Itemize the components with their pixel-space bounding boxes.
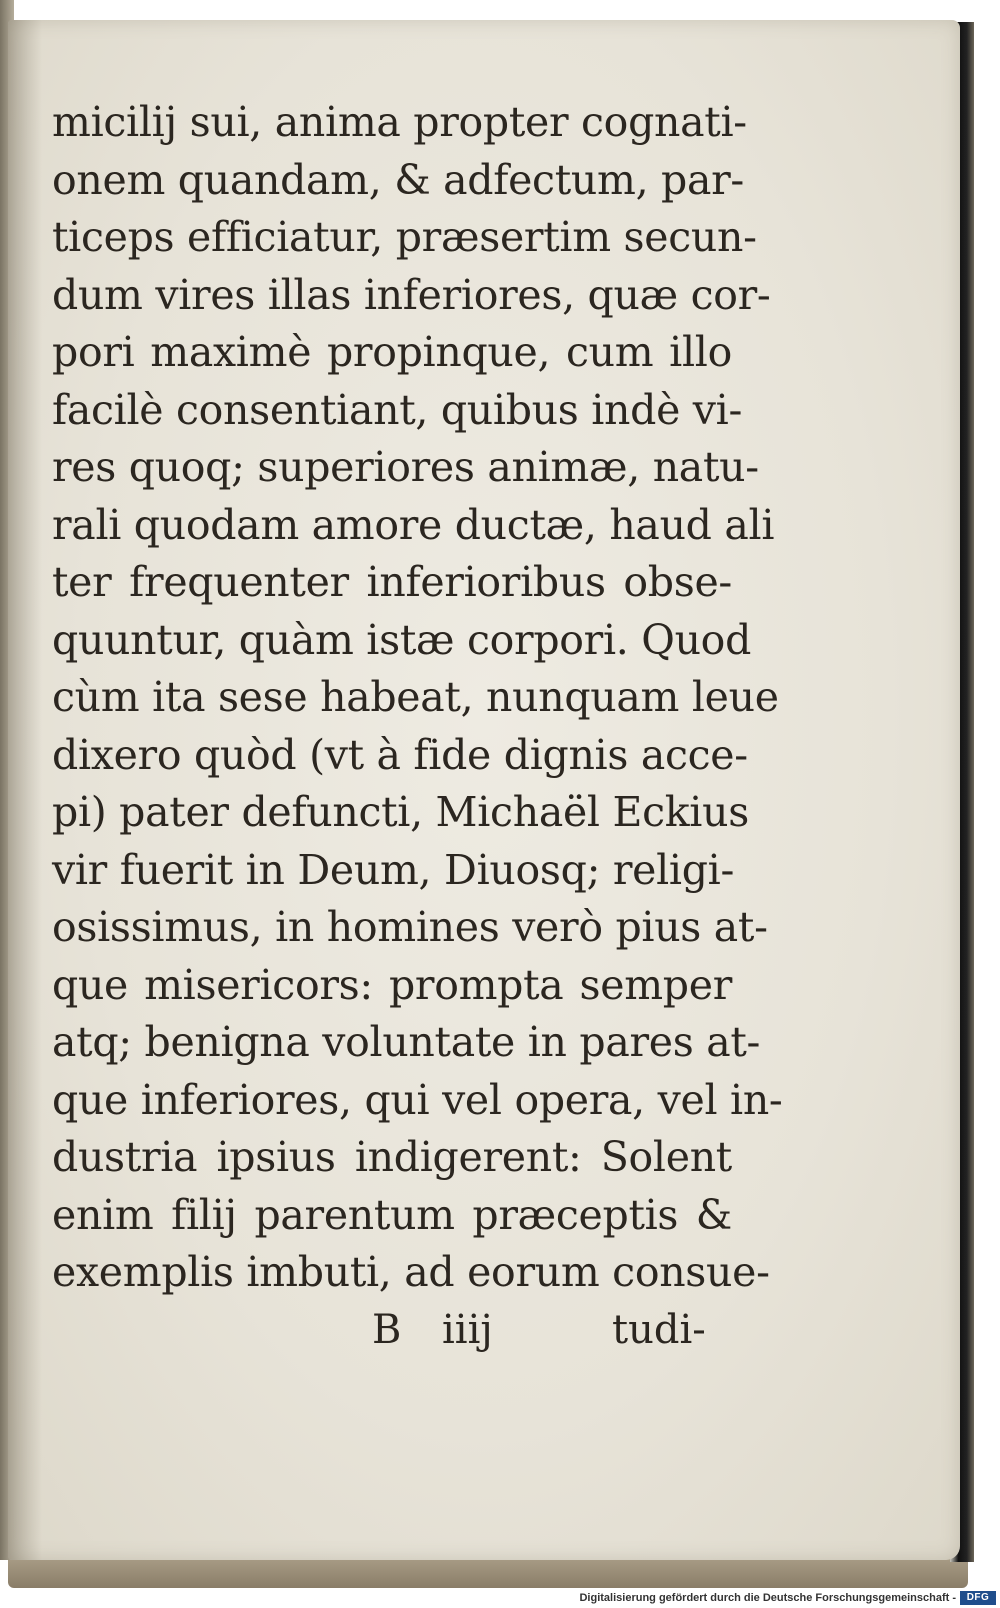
text-line: facilè consentiant, quibus indè vi- — [52, 385, 743, 434]
text-line: atq; benigna voluntate in pares at- — [52, 1018, 761, 1066]
credit-bar — [0, 1588, 1000, 1608]
text-line: ter frequenter inferioribus obse- — [52, 558, 732, 606]
text-line: onem quandam, & adfectum, par- — [52, 155, 744, 204]
body-text — [52, 94, 783, 1302]
text-line: micilij sui, anima propter cognati- — [52, 98, 747, 146]
dfg-logo: DFG — [960, 1591, 996, 1605]
text-line: enim filij parentum præceptis & — [52, 1190, 732, 1239]
text-line: pori maximè propinque, cum illo — [52, 328, 732, 376]
text-line: dixero quòd (vt à fide dignis acce- — [52, 730, 748, 779]
text-line: que misericors: prompta semper — [52, 960, 732, 1009]
text-line: quuntur, quàm istæ corpori. Quod — [52, 615, 752, 664]
text-line: vir fuerit in Deum, Diuosq; religi- — [52, 845, 735, 894]
credit-text: Digitalisierung gefördert durch die Deutsche Forschungsgemeinschaft - — [579, 1592, 956, 1604]
text-line: ticeps efficiatur, præsertim secun- — [52, 213, 757, 261]
text-line: dustria ipsius indigerent: Solent — [52, 1133, 732, 1181]
page-spine-shadow — [8, 20, 42, 1560]
text-line: que inferiores, qui vel opera, vel in- — [52, 1075, 783, 1124]
text-line: exemplis imbuti, ad eorum consue- — [52, 1248, 770, 1296]
folio-number: iiij — [442, 1307, 493, 1353]
catchword: tudi- — [612, 1307, 706, 1353]
text-line: osissimus, in homines verò pius at- — [52, 903, 768, 951]
text-line: res quoq; superiores animæ, natu- — [52, 443, 759, 491]
text-line: dum vires illas inferiores, quæ cor- — [52, 270, 771, 319]
text-line: cùm ita sese habeat, nunquam leue — [52, 673, 779, 721]
text-line: rali quodam amore ductæ, haud ali — [52, 500, 775, 549]
text-line: pi) pater defuncti, Michaël Eckius — [52, 788, 749, 836]
signature-mark: B — [372, 1307, 402, 1353]
